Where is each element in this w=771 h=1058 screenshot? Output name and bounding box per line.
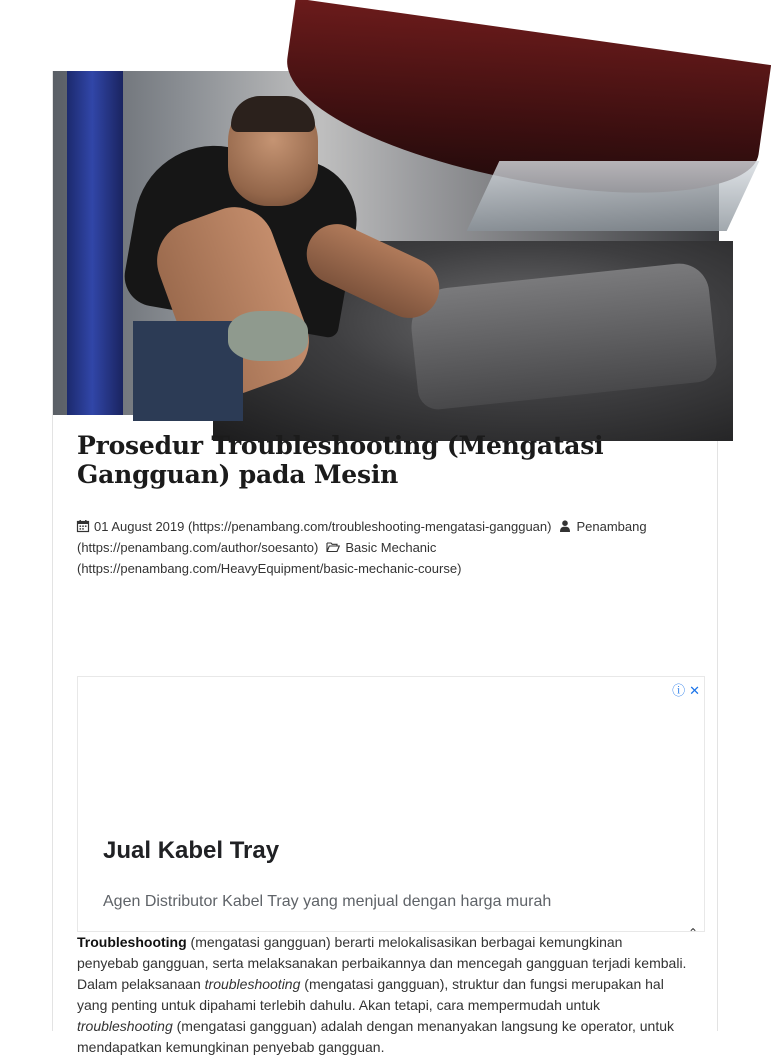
advertisement[interactable] xyxy=(77,676,705,932)
ad-title-link[interactable]: Jual Kabel Tray xyxy=(103,837,280,864)
hero-image xyxy=(53,71,719,415)
article-author-link[interactable]: Penambang (https://penambang.com/author/soesanto) xyxy=(77,519,647,555)
scroll-to-top-icon[interactable]: ⌃ xyxy=(687,926,699,940)
term-troubleshooting: Troubleshooting xyxy=(77,934,187,950)
ad-choices[interactable] xyxy=(668,680,700,699)
user-icon xyxy=(559,520,571,532)
article-meta xyxy=(77,516,695,579)
calendar-icon xyxy=(77,520,89,532)
article-card xyxy=(52,71,718,1055)
folder-open-icon xyxy=(326,541,340,553)
ad-info-icon[interactable]: ⓘ xyxy=(672,683,686,698)
article-date-link[interactable]: 01 August 2019 (https://penambang.com/troubleshooting-mengatasi-gangguan) xyxy=(94,519,552,534)
ad-description[interactable]: Agen Distributor Kabel Tray yang menjual dengan harga murah xyxy=(103,893,552,910)
ad-close-icon[interactable]: ✕ xyxy=(689,683,700,698)
article-title: Prosedur Troubleshooting (Mengatasi Gangguan) pada Mesin xyxy=(77,431,604,489)
article-paragraph: Troubleshooting (mengatasi gangguan) berarti melokalisasikan berbagai kemungkinan penyebab gangguan, serta melaksanakan perbaikannya dan mencegah gangguan terjadi kembali. Dalam pelaksanaan troubleshooting (mengatasi gangguan), struktur dan fungsi merupakan hal yang penting untuk dipahami terlebih dahulu. Akan tetapi, cara mempermudah untuk troubleshooting (mengatasi gangguan) adalah dengan menanyakan langsung ke operator, untuk mendapatkan kemungkinan penyebab gangguan. xyxy=(77,934,687,1055)
article-category-link[interactable]: Basic Mechanic (https://penambang.com/HeavyEquipment/basic-mechanic-course) xyxy=(77,540,462,576)
